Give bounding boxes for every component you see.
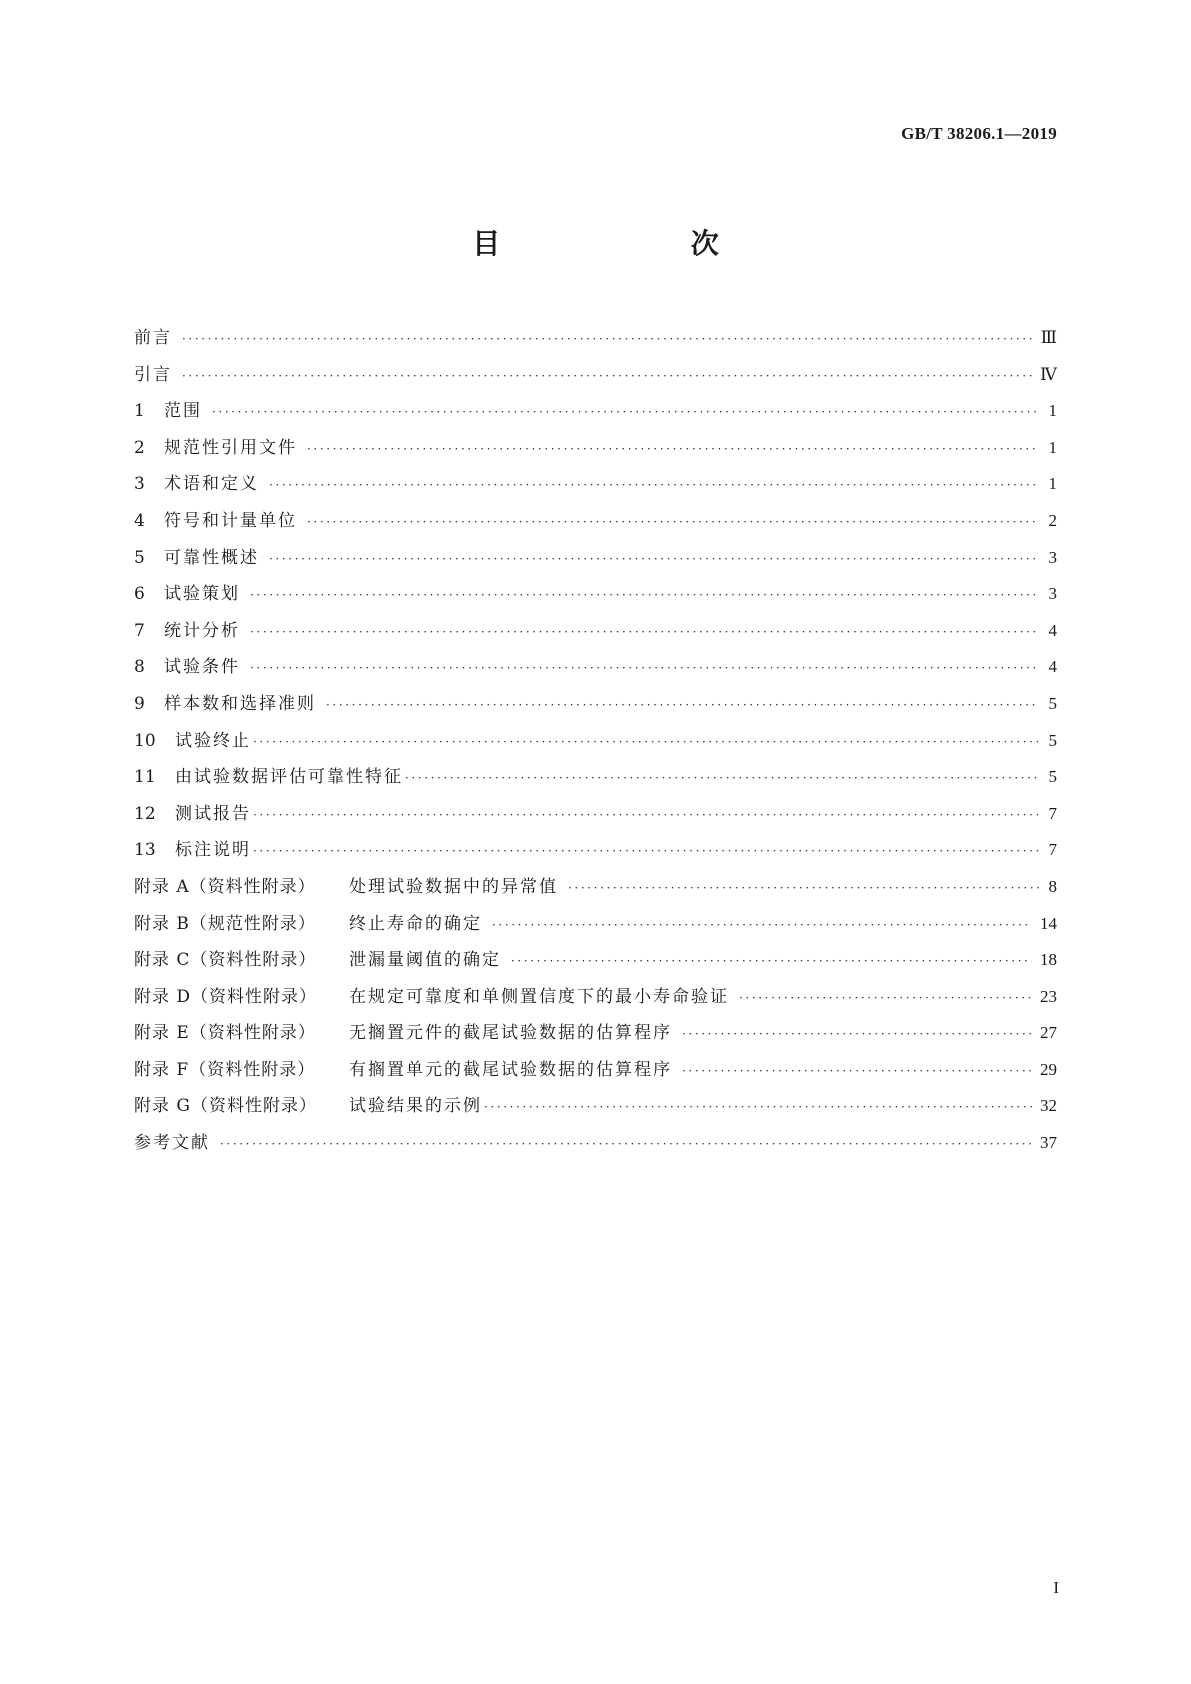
toc-entry-page: Ⅳ bbox=[1040, 364, 1057, 384]
toc-entry-title: 标注说明 bbox=[175, 840, 251, 861]
dot-leader bbox=[253, 839, 1039, 863]
toc-entry-number: 附录 C（资料性附录） bbox=[134, 950, 317, 971]
toc-entry-appendix-a[interactable] bbox=[134, 875, 1057, 912]
dot-leader bbox=[682, 1022, 1032, 1046]
toc-entry-title: 试验终止 bbox=[175, 730, 251, 751]
dot-leader bbox=[307, 437, 1039, 461]
toc-entry-8[interactable] bbox=[134, 655, 1057, 692]
toc-entry-page: Ⅲ bbox=[1040, 328, 1057, 347]
toc-entry-number: 10 bbox=[134, 730, 156, 751]
dot-leader bbox=[250, 620, 1039, 644]
table-of-contents bbox=[134, 326, 1057, 1168]
toc-entry-title: 样本数和选择准则 bbox=[164, 693, 316, 714]
toc-entry-page: 23 bbox=[1040, 986, 1057, 1006]
toc-entry-appendix-d[interactable] bbox=[134, 985, 1057, 1022]
toc-entry-page: 4 bbox=[1048, 620, 1057, 640]
toc-entry-1[interactable] bbox=[134, 399, 1057, 436]
dot-leader bbox=[182, 364, 1032, 388]
toc-entry-page: 7 bbox=[1048, 840, 1057, 860]
toc-entry-appendix-c[interactable] bbox=[134, 948, 1057, 985]
toc-entry-10[interactable] bbox=[134, 729, 1057, 766]
toc-entry-number: 2 bbox=[134, 437, 145, 458]
toc-entry-number: 附录 E（资料性附录） bbox=[134, 1023, 316, 1044]
toc-entry-title: 在规定可靠度和单侧置信度下的最小寿命验证 bbox=[349, 986, 729, 1007]
toc-entry-title: 试验结果的示例 bbox=[349, 1096, 482, 1117]
standard-code: GB/T 38206.1—2019 bbox=[901, 124, 1057, 143]
toc-entry-page: 5 bbox=[1048, 767, 1057, 787]
toc-entry-page: 27 bbox=[1040, 1023, 1057, 1043]
toc-entry-title: 由试验数据评估可靠性特征 bbox=[175, 767, 403, 788]
dot-leader bbox=[250, 656, 1039, 680]
page-title: 目 次 bbox=[472, 227, 764, 260]
toc-entry-page: 18 bbox=[1040, 950, 1057, 970]
dot-leader bbox=[405, 766, 1039, 790]
dot-leader bbox=[326, 693, 1039, 717]
toc-entry-number: 1 bbox=[134, 401, 145, 422]
toc-entry-title: 参考文献 bbox=[134, 1133, 210, 1154]
toc-entry-page: 37 bbox=[1040, 1133, 1057, 1153]
toc-entry-page: 5 bbox=[1048, 730, 1057, 750]
dot-leader bbox=[269, 547, 1039, 571]
toc-entry-introduction[interactable] bbox=[134, 363, 1057, 400]
dot-leader bbox=[739, 986, 1032, 1010]
toc-entry-title: 试验条件 bbox=[164, 657, 240, 678]
dot-leader bbox=[492, 913, 1032, 937]
toc-entry-page: 1 bbox=[1048, 474, 1057, 494]
dot-leader bbox=[250, 583, 1039, 607]
dot-leader bbox=[511, 949, 1032, 973]
toc-entry-title: 规范性引用文件 bbox=[164, 437, 297, 458]
toc-entry-title: 测试报告 bbox=[175, 803, 251, 824]
toc-entry-number: 9 bbox=[134, 693, 145, 714]
toc-entry-3[interactable] bbox=[134, 472, 1057, 509]
toc-entry-5[interactable] bbox=[134, 546, 1057, 583]
dot-leader bbox=[253, 730, 1039, 754]
toc-entry-9[interactable] bbox=[134, 692, 1057, 729]
toc-entry-number: 6 bbox=[134, 584, 145, 605]
toc-entry-4[interactable] bbox=[134, 509, 1057, 546]
dot-leader bbox=[307, 510, 1039, 534]
toc-entry-page: 8 bbox=[1048, 876, 1057, 896]
toc-entry-page: 5 bbox=[1048, 693, 1057, 713]
dot-leader bbox=[182, 327, 1033, 351]
toc-entry-12[interactable] bbox=[134, 802, 1057, 839]
toc-entry-title: 引言 bbox=[134, 364, 172, 385]
toc-entry-title: 前言 bbox=[134, 328, 172, 348]
toc-entry-title: 终止寿命的确定 bbox=[349, 913, 482, 934]
dot-leader bbox=[253, 803, 1039, 827]
toc-entry-number: 7 bbox=[134, 620, 145, 641]
toc-entry-title: 范围 bbox=[164, 401, 202, 422]
dot-leader bbox=[682, 1059, 1032, 1083]
toc-entry-page: 1 bbox=[1048, 437, 1057, 457]
toc-entry-number: 4 bbox=[134, 510, 145, 531]
toc-entry-title: 术语和定义 bbox=[164, 474, 259, 495]
toc-entry-number: 11 bbox=[134, 767, 156, 788]
toc-entry-title: 符号和计量单位 bbox=[164, 510, 297, 531]
toc-entry-13[interactable] bbox=[134, 838, 1057, 875]
toc-entry-bibliography[interactable] bbox=[134, 1131, 1057, 1168]
toc-entry-6[interactable] bbox=[134, 582, 1057, 619]
toc-entry-number: 附录 A（资料性附录） bbox=[134, 876, 316, 897]
toc-entry-page: 7 bbox=[1048, 803, 1057, 823]
toc-entry-title: 试验策划 bbox=[164, 584, 240, 605]
toc-entry-page: 14 bbox=[1040, 913, 1057, 933]
toc-entry-title: 处理试验数据中的异常值 bbox=[349, 876, 558, 897]
toc-entry-title: 无搁置元件的截尾试验数据的估算程序 bbox=[349, 1023, 672, 1044]
dot-leader bbox=[484, 1095, 1032, 1119]
toc-entry-number: 附录 D（资料性附录） bbox=[134, 986, 318, 1007]
toc-entry-title: 有搁置单元的截尾试验数据的估算程序 bbox=[349, 1059, 672, 1080]
toc-entry-foreword[interactable] bbox=[134, 326, 1057, 363]
dot-leader bbox=[269, 473, 1039, 497]
toc-entry-title: 统计分析 bbox=[164, 620, 240, 641]
toc-entry-2[interactable] bbox=[134, 436, 1057, 473]
toc-entry-appendix-f[interactable] bbox=[134, 1058, 1057, 1095]
toc-entry-number: 附录 F（资料性附录） bbox=[134, 1059, 316, 1080]
toc-entry-title: 泄漏量阈值的确定 bbox=[349, 950, 501, 971]
toc-entry-page: 1 bbox=[1048, 401, 1057, 421]
dot-leader bbox=[212, 400, 1039, 424]
toc-entry-page: 3 bbox=[1048, 584, 1057, 604]
toc-entry-number: 附录 B（规范性附录） bbox=[134, 913, 316, 934]
toc-entry-number: 12 bbox=[134, 803, 156, 824]
toc-entry-appendix-g[interactable] bbox=[134, 1094, 1057, 1131]
toc-entry-page: 3 bbox=[1048, 547, 1057, 567]
toc-entry-number: 13 bbox=[134, 840, 156, 861]
toc-entry-page: 4 bbox=[1048, 657, 1057, 677]
toc-entry-number: 附录 G（资料性附录） bbox=[134, 1096, 317, 1117]
toc-entry-page: 32 bbox=[1040, 1096, 1057, 1116]
toc-entry-number: 8 bbox=[134, 657, 145, 678]
dot-leader bbox=[568, 876, 1039, 900]
toc-entry-7[interactable] bbox=[134, 619, 1057, 656]
page-number: I bbox=[1053, 1578, 1059, 1597]
toc-entry-number: 3 bbox=[134, 474, 145, 495]
toc-entry-11[interactable] bbox=[134, 765, 1057, 802]
toc-entry-appendix-b[interactable] bbox=[134, 912, 1057, 949]
dot-leader bbox=[220, 1132, 1032, 1156]
toc-entry-number: 5 bbox=[134, 547, 145, 568]
toc-entry-appendix-e[interactable] bbox=[134, 1021, 1057, 1058]
toc-entry-title: 可靠性概述 bbox=[164, 547, 259, 568]
toc-entry-page: 2 bbox=[1048, 510, 1057, 530]
toc-entry-page: 29 bbox=[1040, 1059, 1057, 1079]
